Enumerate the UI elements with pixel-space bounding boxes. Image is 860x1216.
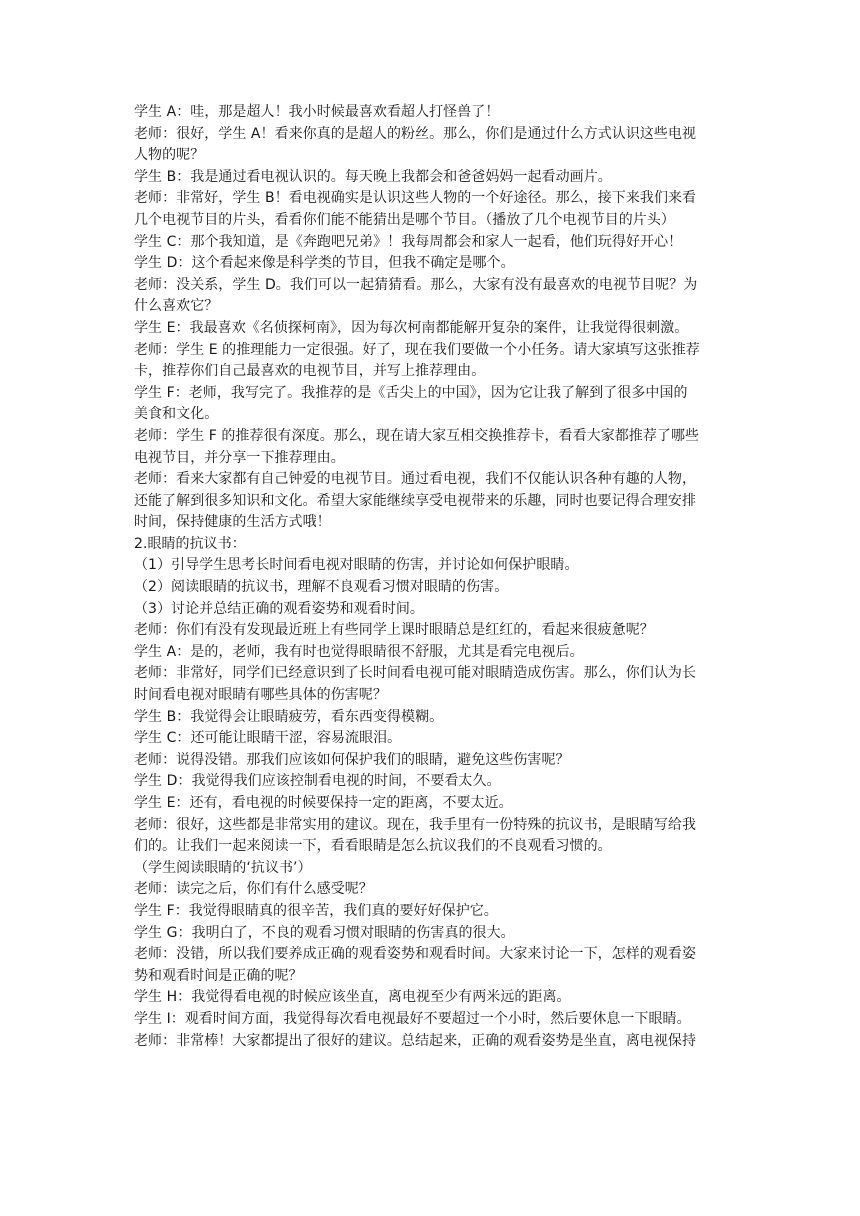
- text-line: 老师：学生 E 的推理能力一定很强。好了，现在我们要做一个小任务。请大家填写这张推荐: [134, 341, 700, 358]
- document-body: [134, 102, 730, 1052]
- text-line: 2.眼睛的抗议书：: [134, 535, 246, 552]
- text-line: 电视节目，并分享一下推荐理由。: [134, 449, 345, 466]
- text-line: 人物的呢？: [134, 147, 205, 164]
- text-line: 学生 B：我觉得会让眼睛疲劳，看东西变得模糊。: [134, 708, 444, 725]
- text-line: 老师：看来大家都有自己钟爱的电视节目。通过看电视，我们不仅能认识各种有趣的人物，: [134, 471, 696, 488]
- text-line: （2）阅读眼睛的抗议书，理解不良观看习惯对眼睛的伤害。: [134, 579, 509, 596]
- text-line: 老师：读完之后，你们有什么感受呢？: [134, 881, 373, 898]
- text-line: 老师：非常好，学生 B！看电视确实是认识这些人物的一个好途径。那么，接下来我们来看: [134, 190, 697, 207]
- text-line: 老师：学生 F 的推荐很有深度。那么，现在请大家互相交换推荐卡，看看大家都推荐了哪些: [134, 427, 700, 444]
- text-line: （1）引导学生思考长时间看电视对眼睛的伤害，并讨论如何保护眼睛。: [134, 557, 579, 574]
- text-line: 们的。让我们一起来阅读一下，看看眼睛是怎么抗议我们的不良观看习惯的。: [134, 838, 612, 855]
- text-line: 几个电视节目的片头，看看你们能不能猜出是哪个节目。（播放了几个电视节目的片头）: [134, 211, 675, 228]
- text-line: 势和观看时间是正确的呢？: [134, 967, 303, 984]
- text-line: （3）讨论并总结正确的观看姿势和观看时间。: [134, 600, 424, 617]
- text-line: 学生 I：观看时间方面，我觉得每次看电视最好不要超过一个小时，然后要休息一下眼睛。: [134, 1010, 691, 1027]
- text-line: （学生阅读眼睛的‘抗议书’）: [134, 859, 312, 876]
- text-line: 美食和文化。: [134, 406, 219, 423]
- text-line: 还能了解到很多知识和文化。希望大家能继续享受电视带来的乐趣，同时也要记得合理安排: [134, 492, 696, 509]
- text-line: 学生 C：那个我知道，是《奔跑吧兄弟》！我每周都会和家人一起看，他们玩得好开心！: [134, 233, 683, 250]
- text-line: 时间，保持健康的生活方式哦！: [134, 514, 331, 531]
- text-line: 老师：非常好，同学们已经意识到了长时间看电视可能对眼睛造成伤害。那么，你们认为长: [134, 665, 696, 682]
- text-line: 学生 D：我觉得我们应该控制看电视的时间，不要看太久。: [134, 773, 501, 790]
- text-line: 学生 H：我觉得看电视的时候应该坐直，离电视至少有两米远的距离。: [134, 989, 571, 1006]
- text-line: 老师：说得没错。那我们应该如何保护我们的眼睛，避免这些伤害呢？: [134, 751, 570, 768]
- text-line: 老师：非常棒！大家都提出了很好的建议。总结起来，正确的观看姿势是坐直，离电视保持: [134, 1032, 696, 1049]
- text-line: 什么喜欢它？: [134, 298, 219, 315]
- text-line: 学生 F：老师，我写完了。我推荐的是《舌尖上的中国》，因为它让我了解到了很多中国的: [134, 384, 688, 401]
- text-line: 老师：很好，学生 A！看来你真的是超人的粉丝。那么，你们是通过什么方式认识这些电视: [134, 125, 697, 142]
- text-line: 学生 B：我是通过看电视认识的。每天晚上我都会和爸爸妈妈一起看动画片。: [134, 168, 612, 185]
- text-line: 学生 D：这个看起来像是科学类的节目，但我不确定是哪个。: [134, 255, 515, 272]
- text-line: 时间看电视对眼睛有哪些具体的伤害呢？: [134, 687, 387, 704]
- text-line: 学生 E：还有，看电视的时候要保持一定的距离，不要太近。: [134, 795, 513, 811]
- text-line: 学生 A：哇，那是超人！我小时候最喜欢看超人打怪兽了！: [134, 104, 500, 120]
- text-line: 老师：没关系，学生 D。我们可以一起猜猜看。那么，大家有没有最喜欢的电视节目呢？为: [134, 276, 698, 293]
- text-line: 老师：你们有没有发现最近班上有些同学上课时眼睛总是红红的，看起来很疲惫呢？: [134, 622, 654, 639]
- text-line: 学生 G：我明白了，不良的观看习惯对眼睛的伤害真的很大。: [134, 924, 515, 941]
- text-line: 老师：很好，这些都是非常实用的建议。现在，我手里有一份特殊的抗议书，是眼睛写给我: [134, 816, 696, 833]
- text-line: 学生 E：我最喜欢《名侦探柯南》，因为每次柯南都能解开复杂的案件，让我觉得很刺激。: [134, 319, 689, 336]
- text-line: 卡，推荐你们自己最喜欢的电视节目，并写上推荐理由。: [134, 363, 486, 380]
- text-line: 老师：没错，所以我们要养成正确的观看姿势和观看时间。大家来讨论一下，怎样的观看姿: [134, 946, 696, 963]
- text-line: 学生 C：还可能让眼睛干涩，容易流眼泪。: [134, 730, 402, 747]
- text-line: 学生 F：我觉得眼睛真的很辛苦，我们真的要好好保护它。: [134, 902, 498, 919]
- text-line: 学生 A：是的，老师，我有时也觉得眼睛很不舒服，尤其是看完电视后。: [134, 643, 584, 660]
